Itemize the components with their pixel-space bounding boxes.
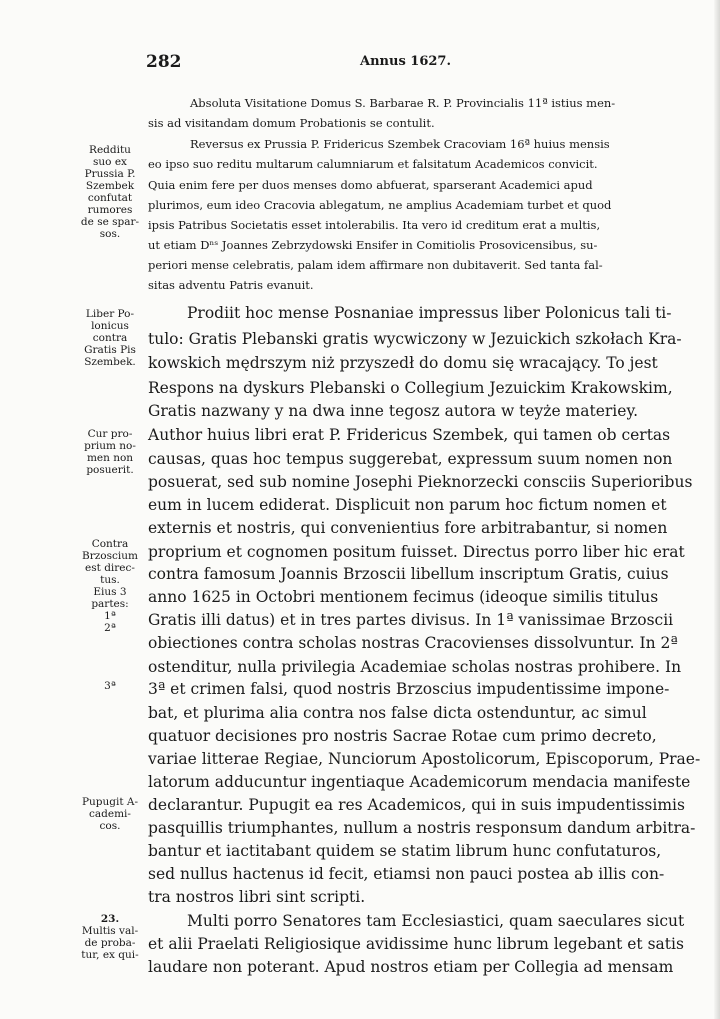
margin-line: 3ª [104,680,116,692]
margin-line: cos. [99,820,121,832]
margin-line: Brzoscium [82,550,138,562]
text-line: tra nostros libri sint scripti. [148,888,366,906]
running-head: Annus 1627. [360,54,451,69]
text-line: bat, et plurima alia contra nos false dicta ostenduntur, ac simul [148,704,647,722]
margin-line: Szembek [85,180,135,192]
text-line: variae litterae Regiae, Nunciorum Apostolicorum, Episcoporum, Prae- [148,750,701,768]
margin-line: est direc- [85,562,135,574]
text-line: Author huius libri erat P. Fridericus Szembek, qui tamen ob certas [148,426,671,444]
margin-line: Cur pro- [87,428,133,440]
margin-line: Contra [91,538,129,550]
page-number: 282 [146,52,182,72]
margin-line: lonicus [91,320,129,332]
margin-line: Eius 3 [93,586,127,598]
text-line: posuerat, sed sub nomine Josephi Pieknorzecki consciis Superioribus [148,473,693,491]
margin-line: men non [86,452,134,464]
text-line: ut etiam Dⁿˢ Joannes Zebrzydowski Ensifer in Comitiolis Prosovicensibus, su- [148,238,598,252]
text-line: plurimos, eum ideo Cracovia ablegatum, ne amplius Academiam turbet et quod [148,198,612,212]
text-line: latorum adducuntur ingentiaque Academicorum mendacia manifeste [148,773,691,791]
margin-note-redditu [76,144,144,240]
page-edge-shadow [714,0,720,1019]
text-line: proprium et cognomen positum fuisset. Directus porro liber hic erat [148,543,685,561]
margin-line: de proba- [84,937,136,949]
text-line: contra famosum Joannis Brzoscii libellum inscriptum Gratis, cuius [148,565,669,583]
text-line: ostenditur, nulla privilegia Academiae scholas nostras prohibere. In [148,658,682,676]
text-line: Gratis nazwany y na dwa inne tegosz autora w teyże materiey. [148,402,639,420]
margin-line: Liber Po- [85,308,135,320]
margin-line: partes: [91,598,129,610]
text-line: tulo: Gratis Plebanski gratis wycwiczony w Jezuickich szkołach Kra- [148,330,682,348]
margin-line: Prussia P. [84,168,136,180]
margin-line: confutat [87,192,133,204]
text-line: Respons na dyskurs Plebanski o Collegium Jezuickim Krakowskim, [148,379,673,397]
section-number: 23. [100,913,120,925]
margin-note-section-23 [76,913,144,961]
text-line: Reversus ex Prussia P. Fridericus Szembek Cracoviam 16ª huius mensis [190,137,610,151]
margin-line: tus. [100,574,120,586]
text-line: periori mense celebratis, palam idem affirmare non dubitaverit. Sed tanta fal- [148,258,603,272]
text-line: pasquillis triumphantes, nullum a nostris responsum dandum arbitra- [148,819,696,837]
text-line: Quia enim fere per duos menses domo abfuerat, sparserant Academici apud [148,178,593,192]
margin-line: suo ex [93,156,127,168]
margin-line: prium no- [84,440,136,452]
margin-line: 2ª [104,622,116,634]
margin-line: Multis val- [81,925,139,937]
text-line: eo ipso suo reditu multarum calumniarum et falsitatum Academicos convicit. [148,157,598,171]
text-line: obiectiones contra scholas nostras Cracovienses dissolvuntur. In 2ª [148,634,678,652]
margin-line: Szembek. [84,356,136,368]
text-line: causas, quas hoc tempus suggerebat, expressum suum nomen non [148,450,673,468]
text-line: Multi porro Senatores tam Ecclesiastici, quam saeculares sicut [187,912,685,930]
text-line: Prodiit hoc mense Posnaniae impressus liber Polonicus tali ti- [187,304,672,322]
margin-line: sos. [99,228,121,240]
margin-note-cur-proprium [76,428,144,476]
margin-line: de se spar- [80,216,140,228]
margin-line: Pupugit A- [81,796,139,808]
text-line: quatuor decisiones pro nostris Sacrae Rotae cum primo decreto, [148,727,657,745]
text-line: kowskich mędrszym niż przyszedł do domu się wracający. To jest [148,354,658,372]
margin-line: Gratis Pis [84,344,136,356]
text-line: 3ª et crimen falsi, quod nostris Brzoscius impudentissime impone- [148,680,670,698]
margin-line: Redditu [89,144,131,156]
text-line: sed nullus hactenus id fecit, etiamsi non pauci postea ab illis con- [148,865,665,883]
margin-note-contra-brzoscium [76,538,144,634]
margin-line: rumores [87,204,133,216]
text-line: externis et nostris, qui convenientius fore arbitrabantur, si nomen [148,519,668,537]
margin-note-liber-polonicus [76,308,144,368]
text-line: Gratis illi datus) et in tres partes divisus. In 1ª vanissimae Brzoscii [148,611,674,629]
margin-line: cademi- [89,808,131,820]
margin-line: 1ª [104,610,116,622]
text-line: anno 1625 in Octobri mentionem fecimus (ideoque similis titulus [148,588,659,606]
text-line: bantur et iactitabant quidem se statim librum hunc confutaturos, [148,842,662,860]
text-line: declarantur. Pupugit ea res Academicos, qui in suis impudentissimis [148,796,685,814]
text-line: et alii Praelati Religiosique avidissime hunc librum legebant et satis [148,935,684,953]
margin-line: contra [92,332,128,344]
text-line: sitas adventu Patris evanuit. [148,278,314,292]
text-line: eum in lucem ediderat. Displicuit non parum hoc fictum nomen et [148,496,667,514]
margin-line: posuerit. [86,464,134,476]
margin-line: tur, ex qui- [81,949,139,961]
text-line: Absoluta Visitatione Domus S. Barbarae R. P. Provincialis 11ª istius men- [190,96,616,110]
text-line: laudare non poterant. Apud nostros etiam per Collegia ad mensam [148,958,674,976]
margin-note-tertia [76,680,144,692]
margin-note-pupugit [76,796,144,832]
text-line: ipsis Patribus Societatis esset intolerabilis. Ita vero id creditum erat a multis, [148,218,601,232]
text-line: sis ad visitandam domum Probationis se contulit. [148,116,435,130]
